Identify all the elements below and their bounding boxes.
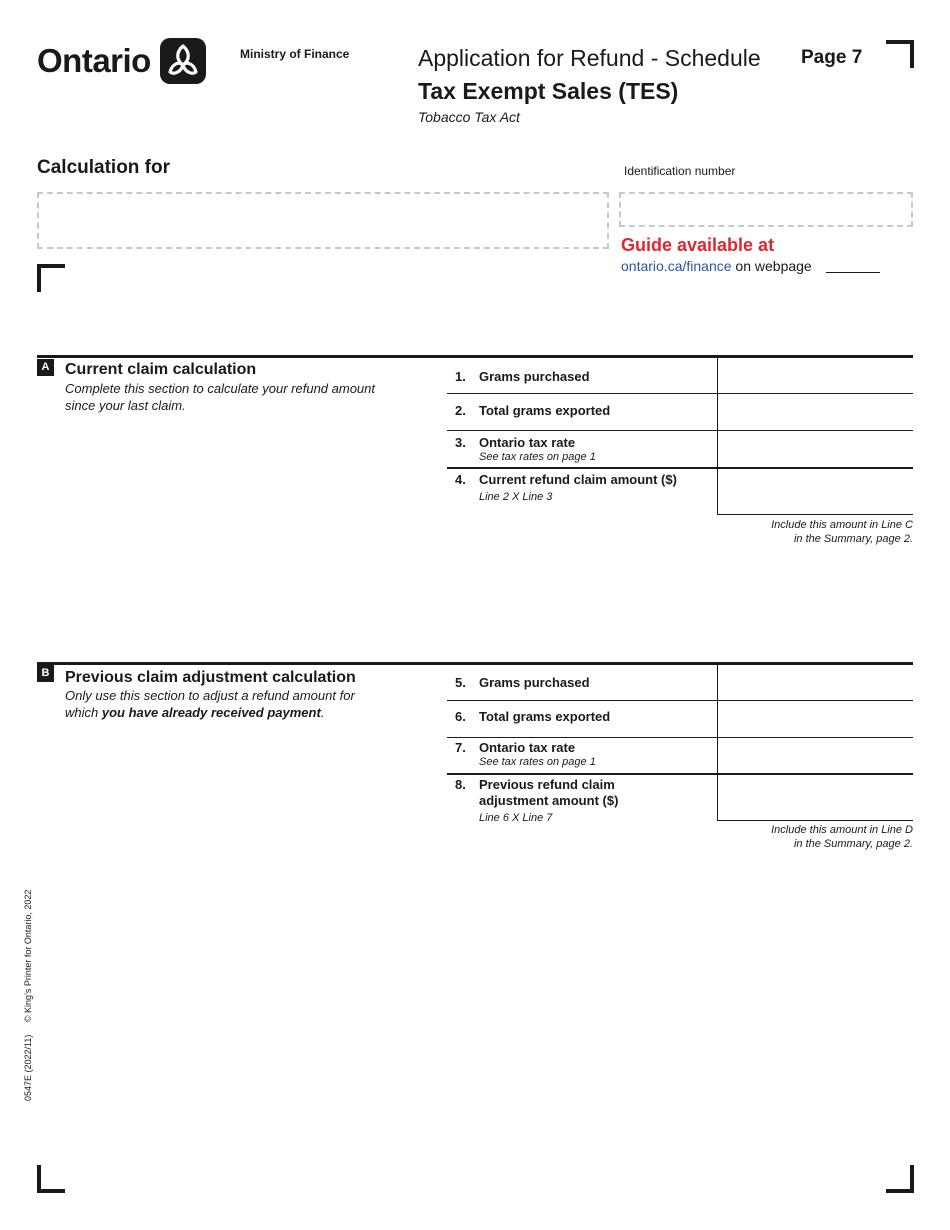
line-4-bottom-border [717, 514, 913, 515]
line-7 [447, 738, 717, 773]
note-line: in the Summary, page 2. [793, 838, 913, 850]
section-b-title: Previous claim adjustment calculation [65, 669, 356, 686]
identification-number-field[interactable] [619, 192, 913, 227]
copyright: © King’s Printer for Ontario, 2022 [23, 889, 33, 1023]
line-6 [447, 701, 717, 737]
identification-number-label: Identification number [624, 164, 736, 178]
guide-location [621, 258, 880, 274]
line-label: Grams purchased [479, 369, 590, 384]
ontario-logo [37, 38, 206, 84]
form-footer [23, 890, 33, 1101]
section-a-note [771, 518, 913, 546]
line-number: 8. [455, 777, 466, 792]
line-8-bottom-border [717, 820, 913, 821]
line-number: 1. [455, 369, 466, 384]
line-1 [447, 358, 717, 393]
section-a-badge: A [37, 359, 54, 376]
note-line: Include this amount in Line C [771, 519, 913, 531]
line-number: 6. [455, 709, 466, 724]
description-text: Only use this section to adjust a refund amount for which [65, 688, 355, 720]
line-label: Previous refund claim adjustment amount ($) [479, 777, 619, 808]
form-title: Application for Refund - Schedule [418, 45, 761, 71]
crop-mark-top-right [886, 40, 914, 68]
line-5-input[interactable] [718, 665, 913, 700]
line-label: Ontario tax rate [479, 435, 576, 450]
line-2-input[interactable] [718, 394, 913, 430]
line-7-input[interactable] [718, 738, 913, 773]
section-a-title: Current claim calculation [65, 361, 257, 378]
trillium-icon [160, 38, 206, 84]
line-3-input[interactable] [718, 431, 913, 467]
line-note: Line 6 X Line 7 [479, 812, 553, 824]
line-label: Total grams exported [479, 403, 611, 418]
note-line: in the Summary, page 2. [793, 533, 913, 545]
ministry-name: Ministry of Finance [240, 47, 350, 61]
line-8-input[interactable] [718, 775, 913, 820]
calculation-for-label: Calculation for [37, 157, 171, 178]
calculation-for-field[interactable] [37, 192, 609, 249]
line-1-input[interactable] [718, 358, 913, 393]
guide-link[interactable]: ontario.ca/finance [621, 258, 732, 274]
crop-mark-bottom-left [37, 1165, 65, 1193]
crop-mark-bottom-right [886, 1165, 914, 1193]
line-4 [447, 469, 717, 514]
line-number: 4. [455, 472, 466, 487]
line-number: 5. [455, 675, 466, 690]
form-code: 0547E (2022/11) [23, 1034, 33, 1101]
line-number: 7. [455, 740, 466, 755]
line-label: Grams purchased [479, 675, 590, 690]
line-label: Current refund claim amount ($) [479, 472, 677, 487]
form-subtitle: Tax Exempt Sales (TES) [418, 78, 679, 104]
line-label: Total grams exported [479, 709, 611, 724]
act-name: Tobacco Tax Act [418, 109, 520, 125]
guide-webpage-blank [826, 272, 880, 273]
line-5 [447, 665, 717, 700]
line-3 [447, 431, 717, 467]
line-8 [447, 775, 717, 824]
page-number: Page 7 [801, 47, 863, 68]
description-emphasis: you have already received payment [101, 705, 321, 720]
description-end: . [320, 705, 325, 720]
section-b-description [65, 687, 375, 721]
line-number: 2. [455, 403, 466, 418]
line-4-input[interactable] [718, 469, 913, 514]
line-number: 3. [455, 435, 466, 450]
line-note: See tax rates on page 1 [479, 451, 596, 463]
guide-suffix: on webpage [735, 258, 812, 274]
line-6-input[interactable] [718, 701, 913, 737]
section-a-description: Complete this section to calculate your refund amount since your last claim. [65, 381, 376, 413]
line-label: Ontario tax rate [479, 740, 576, 755]
section-b-badge: B [37, 665, 54, 682]
line-note: See tax rates on page 1 [479, 756, 596, 768]
logo-wordmark: Ontario [37, 42, 151, 79]
guide-heading: Guide available at [621, 235, 775, 255]
note-line: Include this amount in Line D [771, 824, 913, 836]
line-2 [447, 394, 717, 430]
line-note: Line 2 X Line 3 [479, 491, 553, 503]
section-b-note [771, 823, 913, 851]
crop-mark-mid-left [37, 264, 65, 292]
